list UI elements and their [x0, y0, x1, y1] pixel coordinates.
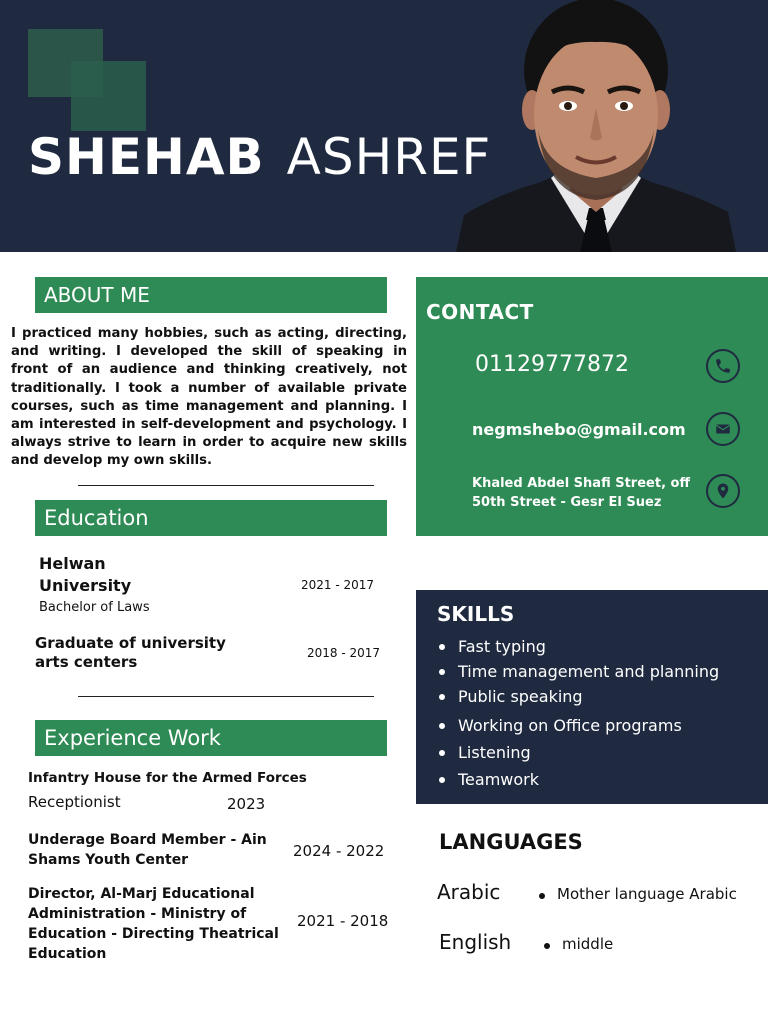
- skill-item: Time management and planning: [438, 659, 719, 684]
- contact-phone[interactable]: 01129777872: [475, 352, 629, 377]
- experience-years: 2024 - 2022: [293, 842, 385, 860]
- mail-icon: [706, 412, 740, 446]
- skills-panel: [416, 590, 768, 804]
- experience-years: 2023: [227, 795, 266, 813]
- language-name: Arabic: [437, 880, 501, 904]
- education-school: Graduate of university arts centers: [35, 634, 226, 671]
- divider: [78, 696, 374, 697]
- about-title: ABOUT ME: [35, 277, 387, 313]
- experience-org: Infantry House for the Armed Forces: [28, 770, 307, 786]
- contact-title: CONTACT: [426, 300, 534, 324]
- experience-title: Experience Work: [35, 720, 387, 756]
- skills-list: [438, 634, 719, 792]
- education-school: Helwan University: [39, 554, 132, 595]
- language-level: middle: [542, 935, 613, 953]
- skill-item: Fast typing: [438, 634, 719, 659]
- divider: [78, 485, 374, 486]
- skill-item: Working on Office programs: [438, 713, 719, 738]
- contact-panel: [416, 277, 768, 536]
- phone-icon: [706, 349, 740, 383]
- language-level: Mother language Arabic: [537, 885, 737, 903]
- contact-email[interactable]: negmshebo@gmail.com: [472, 420, 686, 439]
- languages-title: LANGUAGES: [439, 830, 583, 854]
- decorative-square: [71, 61, 146, 131]
- skill-item: Listening: [438, 740, 719, 765]
- full-name: [28, 130, 491, 185]
- language-name: English: [439, 930, 512, 954]
- experience-org: Director, Al-Marj Educational Administration - Ministry of Education - Directing Theatrical Education: [28, 886, 279, 962]
- profile-photo: [456, 0, 736, 252]
- education-years: 2018 - 2017: [307, 646, 381, 660]
- contact-address: Khaled Abdel Shafi Street, off 50th Street - Gesr El Suez: [472, 476, 690, 510]
- experience-org: Underage Board Member - Ain Shams Youth Center: [28, 832, 267, 868]
- education-degree: Bachelor of Laws: [39, 600, 150, 615]
- education-years: 2021 - 2017: [301, 578, 375, 592]
- header-banner: [0, 0, 768, 252]
- location-icon: [706, 474, 740, 508]
- experience-role: Receptionist: [28, 793, 121, 811]
- skill-item: Teamwork: [438, 767, 719, 792]
- skill-item: Public speaking: [438, 684, 719, 709]
- about-text: I practiced many hobbies, such as acting, directing, and writing. I developed the skill of speaking in front of an audience and thinking creatively, not traditionally. I took a number of available private courses, such as time management and planning. I am interested in self-development and psychology. I always strive to learn in order to acquire new skills and develop my own skills.: [11, 326, 407, 469]
- last-name: ASHREF: [286, 128, 492, 186]
- first-name: SHEHAB: [28, 128, 265, 186]
- experience-years: 2021 - 2018: [297, 912, 389, 930]
- education-title: Education: [35, 500, 387, 536]
- skills-title: SKILLS: [437, 602, 515, 626]
